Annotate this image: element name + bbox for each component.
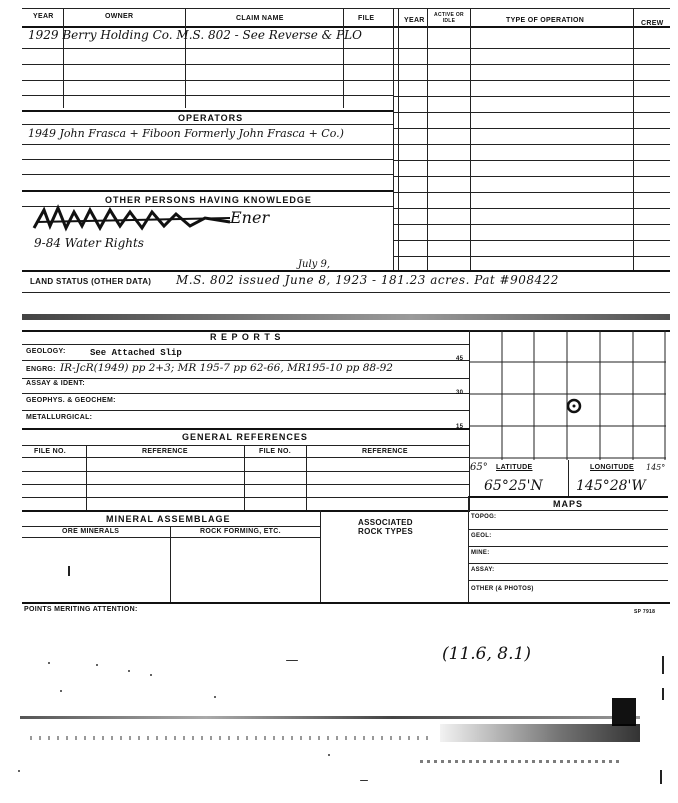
assay-label: ASSAY & IDENT: (26, 380, 86, 387)
signature-scribble (30, 204, 240, 234)
points-top-rule (22, 602, 670, 604)
metallurgical-label: METALLURGICAL: (26, 414, 93, 421)
edge-mark (660, 770, 662, 784)
maps-row-rule (468, 529, 668, 530)
speck (328, 754, 330, 756)
header-top-rule (22, 8, 670, 9)
right-ruled-line (393, 176, 670, 177)
right-ruled-line (393, 240, 670, 241)
scan-noise-dots-2 (420, 760, 620, 763)
engrg-value: IR-JcR(1949) pp 2+3; MR 195-7 pp 62-66, MR195-10 pp 88-92 (60, 362, 393, 374)
geology-value: See Attached Slip (90, 348, 182, 358)
report-line (22, 378, 470, 379)
form-number: SP 7918 (634, 609, 656, 615)
report-line (22, 393, 470, 394)
maps-row-rule (468, 563, 668, 564)
header-year-2: YEAR (404, 17, 425, 24)
speck (48, 662, 50, 664)
maps-left-border (468, 496, 469, 602)
gr-title-rule (22, 445, 470, 446)
latitude-label: LATITUDE (496, 464, 533, 471)
speck (214, 696, 216, 698)
other-persons-entry: Ener (230, 208, 270, 227)
speck (286, 660, 298, 661)
maps-row-rule (468, 546, 668, 547)
maps-row-rule (468, 580, 668, 581)
right-ruled-line (393, 144, 670, 145)
water-rights-entry: 9-84 Water Rights (34, 236, 144, 250)
ruled-line (22, 159, 393, 160)
long-note: 145° (646, 463, 666, 472)
header-year: YEAR (33, 13, 54, 20)
land-status-correction: July 9, (298, 259, 331, 270)
ruled-line (22, 95, 393, 96)
rock-forming-header: ROCK FORMING, ETC. (200, 528, 281, 535)
right-ruled-line (393, 224, 670, 225)
gr-row-rule (22, 497, 470, 498)
maps-title: MAPS (553, 499, 584, 509)
gr-col-file-no-2: FILE NO. (259, 448, 291, 455)
mineral-header-rule (22, 537, 320, 538)
general-references-title: GENERAL REFERENCES (182, 432, 308, 442)
smudge-bar (22, 314, 670, 320)
header-file: FILE (358, 15, 375, 22)
header-owner: OWNER (105, 13, 134, 20)
right-ruled-line (393, 64, 670, 65)
speck (150, 674, 152, 676)
mineral-title-rule (22, 526, 320, 527)
maps-assay: ASSAY: (471, 567, 495, 573)
side-number-15: 15 (456, 424, 464, 430)
col-divider (185, 8, 186, 108)
col-divider (63, 8, 64, 108)
right-ruled-line (393, 208, 670, 209)
geology-label: GEOLOGY: (26, 348, 66, 355)
ruled-line (22, 124, 393, 125)
geophys-label: GEOPHYS. & GEOCHEM: (26, 397, 116, 404)
ruled-line (22, 64, 393, 65)
maps-geol: GEOL: (471, 533, 492, 539)
ruled-line (22, 80, 393, 81)
header-crew: CREW (641, 20, 664, 27)
report-line (22, 410, 470, 411)
ruled-line (22, 144, 393, 145)
scan-noise-smear (440, 724, 640, 742)
edge-mark (662, 688, 664, 700)
other-persons-label: OTHER PERSONS HAVING KNOWLEDGE (105, 195, 312, 205)
right-ruled-line (393, 160, 670, 161)
report-line (22, 360, 470, 361)
right-ruled-line (393, 256, 670, 257)
lower-area (0, 620, 678, 803)
location-grid-lines (470, 330, 666, 460)
associated-header: ASSOCIATED (358, 518, 413, 527)
speck (360, 780, 368, 781)
right-ruled-line (393, 192, 670, 193)
operators-label: OPERATORS (178, 113, 244, 123)
maps-mine: MINE: (471, 550, 490, 556)
right-ruled-line (393, 112, 670, 113)
speck (128, 670, 130, 672)
header-active-idle: ACTIVE OR IDLE (434, 12, 464, 24)
reports-title: R E P O R T S (210, 332, 282, 342)
engrg-label: ENGRG: (26, 366, 56, 373)
points-label: POINTS MERITING ATTENTION: (24, 606, 138, 613)
header-claim-name: CLAIM NAME (236, 15, 284, 22)
gr-header-rule (22, 457, 470, 458)
longitude-value: 145°28'W (576, 478, 646, 494)
location-grid (470, 330, 666, 460)
land-status-underline (22, 292, 670, 293)
maps-title-rule (468, 510, 668, 511)
land-status-top-rule (22, 270, 670, 272)
gr-divider (86, 445, 87, 511)
right-ruled-line (393, 128, 670, 129)
speck (96, 664, 98, 666)
operators-entry: 1949 John Frasca + Fiboon Formerly John Frasca + Co.) (28, 127, 344, 140)
gr-col-file-no-1: FILE NO. (34, 448, 66, 455)
speck (60, 690, 62, 692)
top-section (0, 0, 678, 300)
ruled-line (22, 48, 393, 49)
bottom-note: (11.6, 8.1) (442, 644, 531, 664)
ruled-line (22, 190, 393, 192)
right-ruled-line (393, 48, 670, 49)
latitude-value: 65°25'N (484, 478, 543, 494)
rock-types-header: ROCK TYPES (358, 527, 414, 536)
gr-row-rule (22, 484, 470, 485)
header-type-of-operation: TYPE OF OPERATION (506, 17, 585, 24)
mineral-assemblage-title: MINERAL ASSEMBLAGE (106, 514, 231, 524)
scan-noise-dots (30, 736, 430, 740)
maps-top-rule (468, 496, 668, 498)
side-number-30: 30 (456, 390, 464, 396)
gr-divider (244, 445, 245, 511)
gr-col-reference-2: REFERENCE (362, 448, 408, 455)
scan-noise-band (20, 716, 640, 719)
ruled-line (22, 110, 393, 112)
latlong-divider (568, 460, 569, 496)
longitude-label: LONGITUDE (590, 464, 634, 471)
maps-other: OTHER (& PHOTOS) (471, 586, 534, 592)
speck (18, 770, 20, 772)
mark-tick (68, 566, 70, 576)
owner-entry: 1929 Berry Holding Co. M.S. 802 - See Reverse & PLO (28, 28, 362, 42)
reports-title-rule (22, 344, 470, 345)
maps-topog: TOPOG: (471, 514, 497, 520)
gr-bottom-rule (22, 510, 470, 512)
col-divider (343, 8, 344, 108)
report-line (22, 428, 470, 430)
right-ruled-line (393, 80, 670, 81)
right-ruled-line (393, 96, 670, 97)
dark-block (612, 698, 636, 726)
ruled-line (22, 174, 393, 175)
mineral-divider (320, 510, 321, 602)
gr-divider (306, 445, 307, 511)
edge-mark (662, 656, 664, 674)
mineral-divider (170, 526, 171, 602)
land-status-label: LAND STATUS (OTHER DATA) (30, 277, 152, 286)
side-number-45: 45 (456, 356, 464, 362)
gr-row-rule (22, 471, 470, 472)
reports-section (0, 300, 678, 620)
lat-prefix: 65° (470, 462, 488, 473)
land-status-entry: M.S. 802 issued June 8, 1923 - 181.23 acres. Pat #908422 (176, 273, 559, 287)
ore-minerals-header: ORE MINERALS (62, 528, 120, 535)
gr-col-reference-1: REFERENCE (142, 448, 188, 455)
